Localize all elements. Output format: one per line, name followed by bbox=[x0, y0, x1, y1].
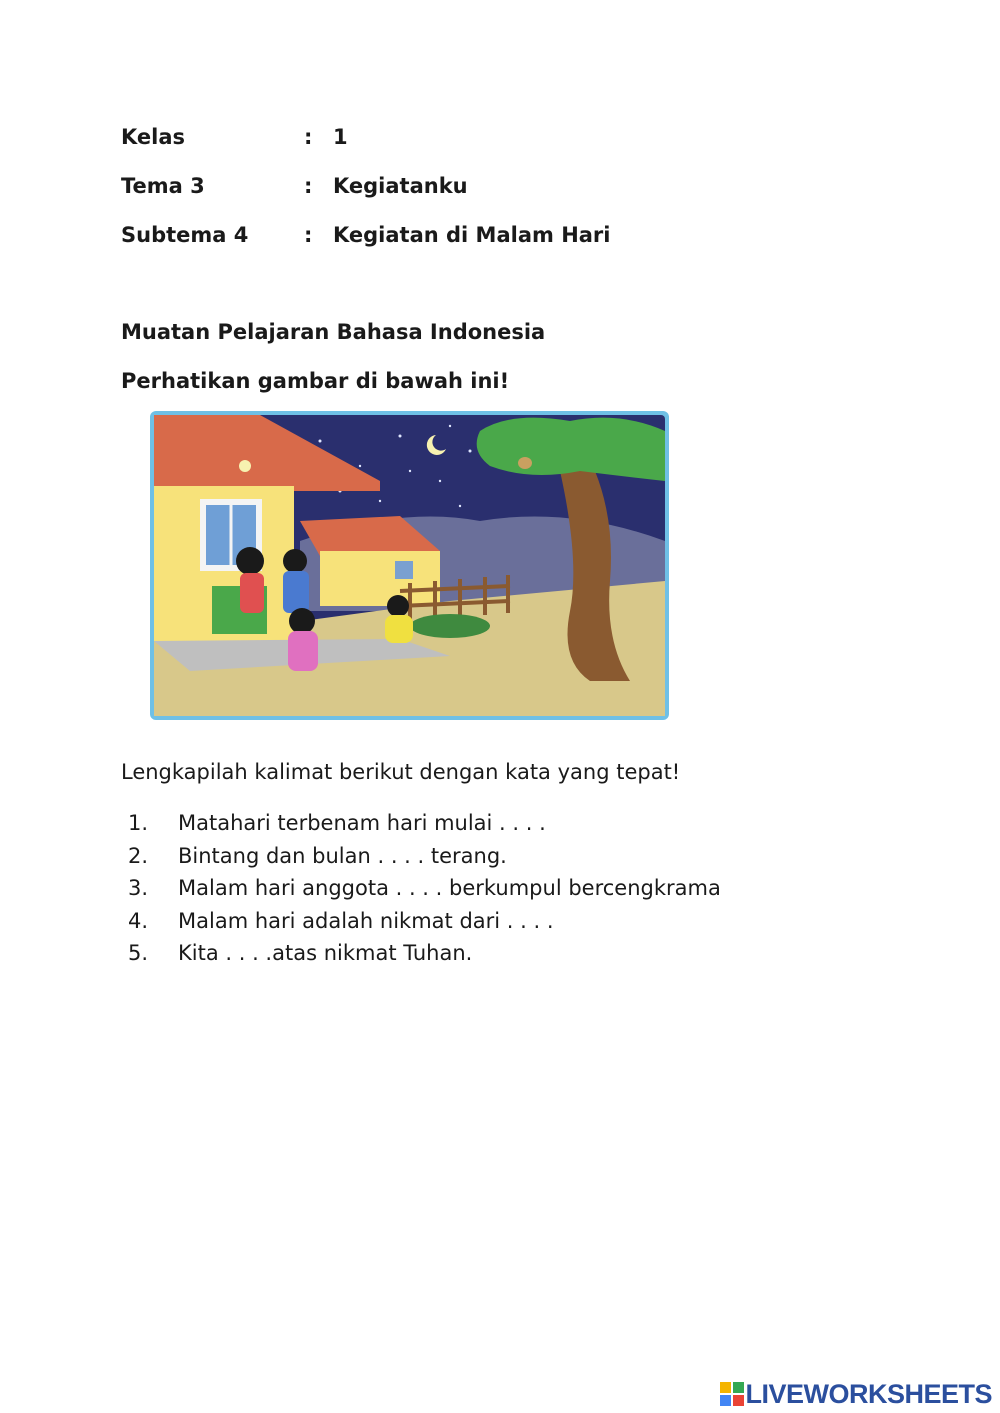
list-item bbox=[128, 872, 721, 905]
meta-colon: : bbox=[304, 174, 313, 198]
question-text: Matahari terbenam hari mulai . . . . bbox=[178, 811, 546, 835]
meta-colon: : bbox=[304, 125, 313, 149]
list-item bbox=[128, 937, 721, 970]
instruction-text: Lengkapilah kalimat berikut dengan kata yang tepat! bbox=[121, 760, 681, 784]
question-list bbox=[128, 807, 721, 970]
meta-value: Kegiatanku bbox=[333, 174, 468, 198]
question-number: 5. bbox=[128, 941, 149, 965]
prompt-heading: Perhatikan gambar di bawah ini! bbox=[121, 369, 510, 393]
list-item bbox=[128, 840, 721, 873]
question-text: Malam hari adalah nikmat dari . . . . bbox=[178, 908, 554, 933]
question-number: 4. bbox=[128, 908, 149, 933]
meta-label: Tema 3 bbox=[121, 174, 205, 198]
meta-label: Subtema 4 bbox=[121, 223, 249, 247]
question-text: Bintang dan bulan . . . . terang. bbox=[178, 843, 507, 868]
list-item bbox=[128, 807, 721, 840]
meta-value: 1 bbox=[333, 125, 348, 149]
meta-label: Kelas bbox=[121, 125, 186, 149]
subject-heading: Muatan Pelajaran Bahasa Indonesia bbox=[121, 320, 546, 344]
night-scene-illustration bbox=[150, 411, 669, 720]
question-number: 1. bbox=[128, 811, 149, 835]
meta-value: Kegiatan di Malam Hari bbox=[333, 223, 611, 247]
question-text: Kita . . . .atas nikmat Tuhan. bbox=[178, 941, 473, 965]
logo-text: LIVEWORKSHEETS bbox=[745, 1378, 992, 1409]
list-item bbox=[128, 905, 721, 938]
meta-colon: : bbox=[304, 223, 313, 247]
liveworksheets-logo bbox=[719, 1379, 992, 1409]
question-number: 3. bbox=[128, 876, 149, 900]
bush bbox=[410, 614, 490, 638]
question-text: Malam hari anggota . . . . berkumpul bercengkrama bbox=[178, 876, 721, 900]
question-number: 2. bbox=[128, 843, 149, 868]
liveworksheets-logo-icon bbox=[719, 1381, 745, 1407]
